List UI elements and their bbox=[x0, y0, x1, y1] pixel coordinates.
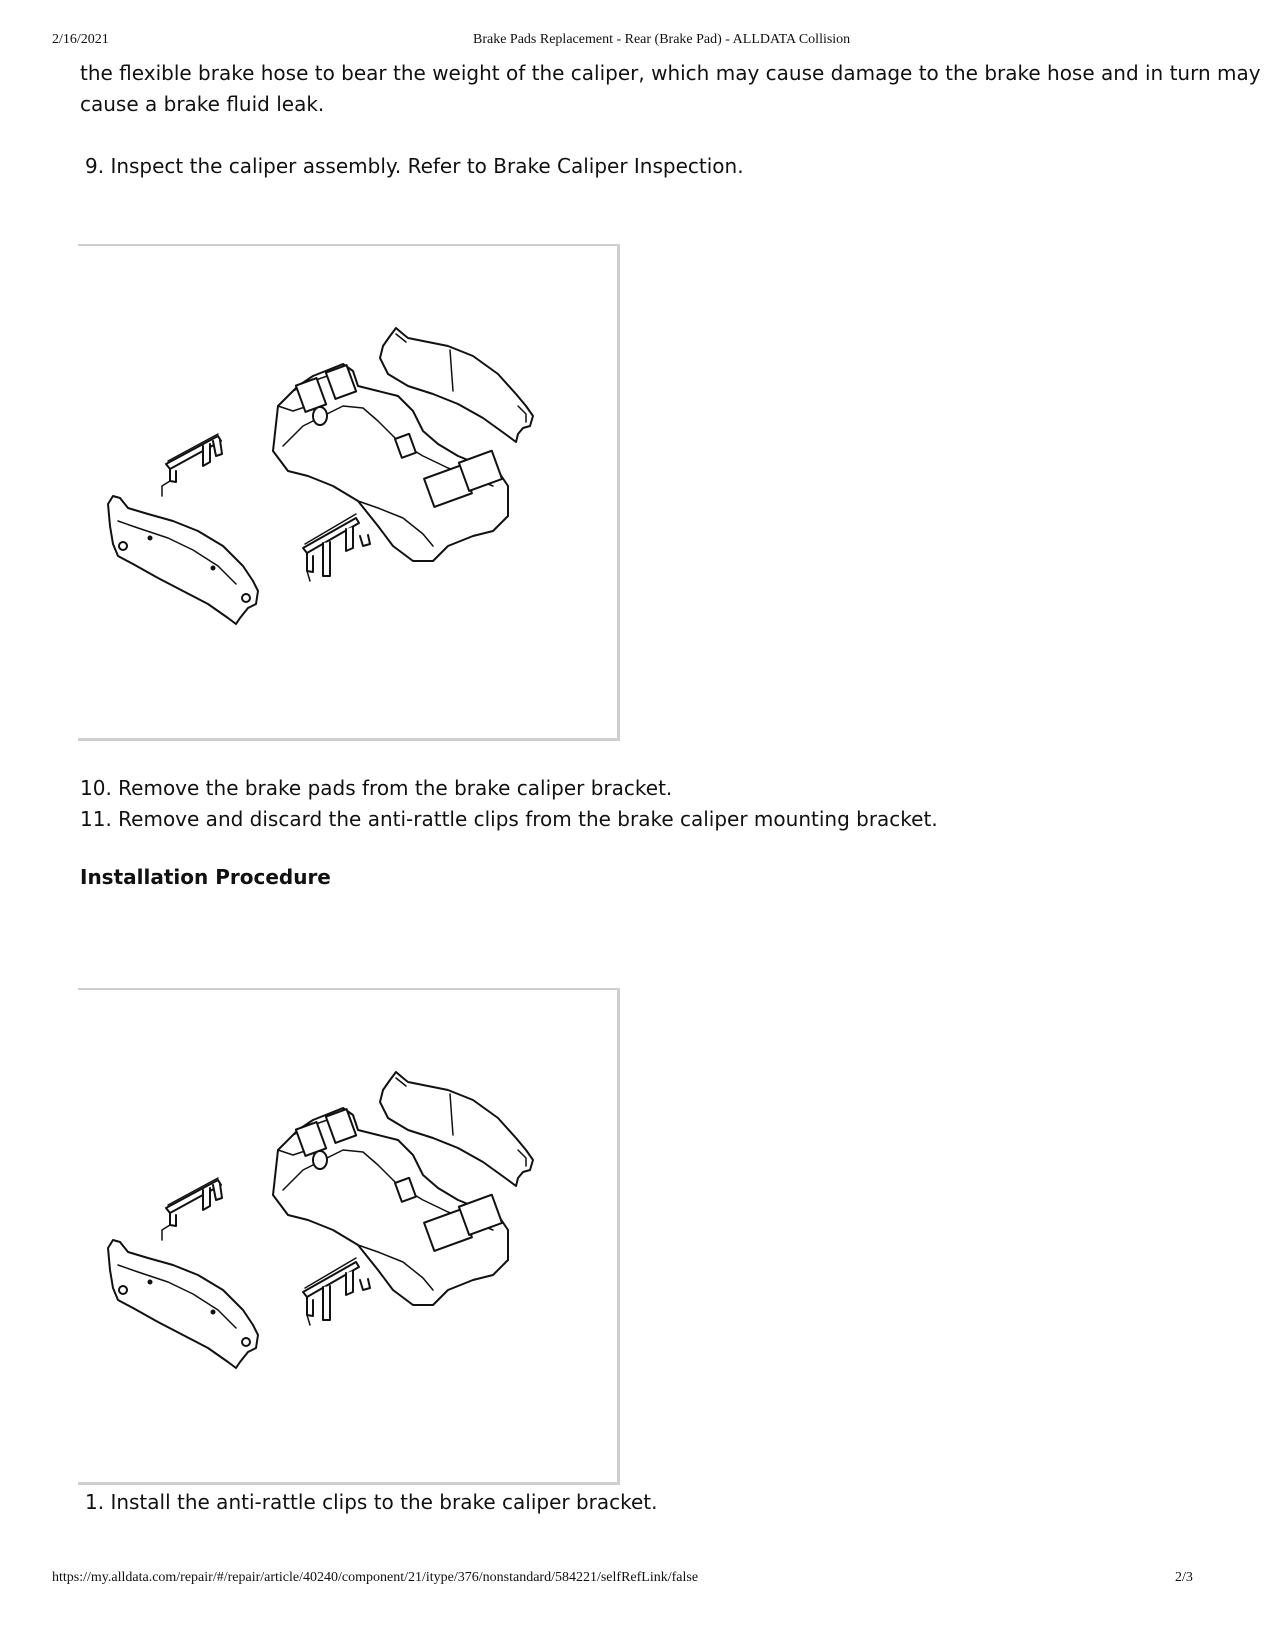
step-11: 11. Remove and discard the anti-rattle clips from the brake caliper mounting bracket. bbox=[80, 807, 938, 831]
installation-procedure-heading: Installation Procedure bbox=[80, 865, 331, 889]
brake-assembly-illustration-2 bbox=[78, 990, 618, 1484]
brake-assembly-illustration-1 bbox=[78, 246, 618, 740]
inner-brake-pad bbox=[108, 496, 258, 624]
step-9: 9. Inspect the caliper assembly. Refer to Brake Caliper Inspection. bbox=[85, 154, 744, 178]
continuation-text-line-2: cause a brake fluid leak. bbox=[80, 92, 325, 116]
anti-rattle-clip-upper bbox=[162, 1178, 222, 1240]
anti-rattle-clip-upper bbox=[162, 434, 222, 496]
brake-pad-exploded-diagram-1 bbox=[78, 244, 620, 741]
page-url: https://my.alldata.com/repair/#/repair/article/40240/component/21/itype/376/nonstandard/584221/selfRefLink/false bbox=[52, 1570, 699, 1585]
inner-brake-pad bbox=[108, 1240, 258, 1368]
anti-rattle-clip-lower bbox=[303, 514, 370, 581]
install-step-1: 1. Install the anti-rattle clips to the brake caliper bracket. bbox=[85, 1490, 658, 1514]
brake-pad-exploded-diagram-2 bbox=[78, 988, 620, 1485]
page-number: 2/3 bbox=[1175, 1570, 1193, 1585]
print-date: 2/16/2021 bbox=[52, 32, 109, 47]
step-10: 10. Remove the brake pads from the brake caliper bracket. bbox=[80, 776, 673, 800]
print-title: Brake Pads Replacement - Rear (Brake Pad) - ALLDATA Collision bbox=[473, 32, 851, 47]
anti-rattle-clip-lower bbox=[303, 1258, 370, 1325]
continuation-text-line-1: the flexible brake hose to bear the weight of the caliper, which may cause damage to the brake hose and in turn may bbox=[80, 61, 1261, 85]
